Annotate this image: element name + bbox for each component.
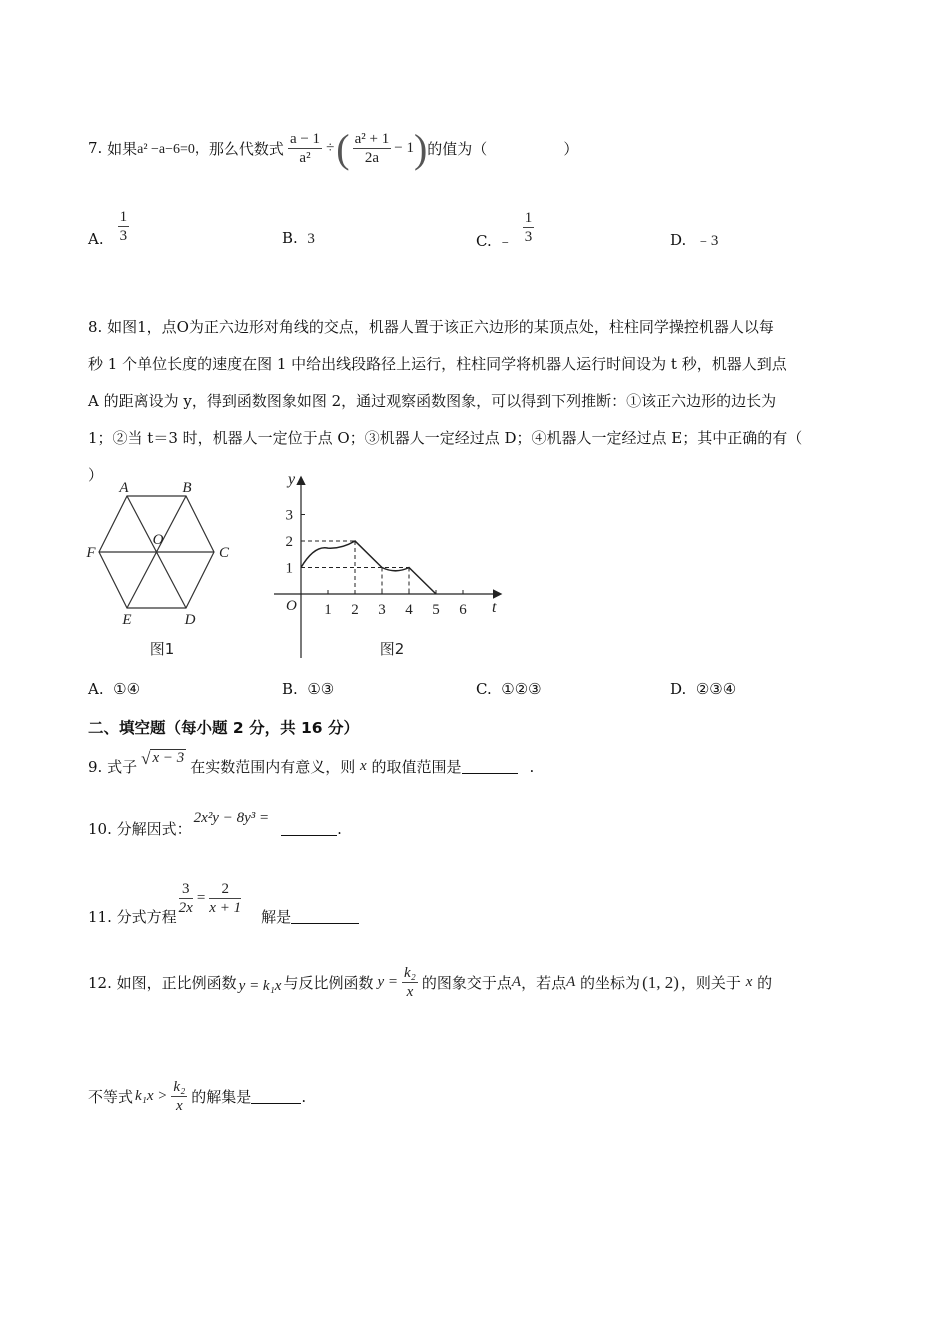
q11-lhs-denominator: 2x [178,900,193,916]
q7-option-c-label: C. [476,231,492,250]
q7-frac1-denominator: a² [299,149,311,166]
q7-option-a-num: 1 [119,208,128,225]
q12-line-2 [88,1078,306,1115]
q8-option-a-label: A. [88,680,104,698]
q7-option-c-prefix: ﹣ [497,232,513,250]
q7-frac1-numerator: a − 1 [289,130,321,147]
x-tick-label-3: 3 [378,602,386,618]
q9-sqrt-sign: √ [141,748,151,768]
q8-line-3: A 的距离设为 y，得到函数图象如图 2，通过观察函数图象，可以得到下列推断：①该正六边形的边长为 [88,392,777,410]
q12-end: . [301,1087,307,1106]
q8-option-c-label: C. [476,680,492,698]
q8-line-2: 秒 1 个单位长度的速度在图 1 中给出线段路径上运行，柱柱同学将机器人运行时间设为 t 秒，机器人到点 [88,355,787,373]
y-tick-label-3: 3 [285,507,293,524]
y-axis-label: y [288,471,296,488]
q8-option-a-value: ①④ [113,680,141,698]
q7-stem [88,120,578,176]
q7-frac2-numerator: a² + 1 [354,130,390,147]
vertex-label-b: B [182,480,192,496]
q12-text-4: ，若点 [521,974,567,992]
q10-number: 10. [88,819,112,838]
q12-text-6: ，则关于 [680,974,741,992]
vertex-label-a: A [119,480,129,496]
q7-option-d-value: ﹣3 [695,233,719,249]
q7-option-c-fraction [523,209,535,246]
y-tick-label-2: 2 [285,534,293,550]
q7-option-b-label: B. [282,229,298,247]
q10-expression: 2x²y − 8y³ = [193,810,270,826]
q10-end: . [337,819,342,838]
q8-line-4: 1；②当 t＝3 时，机器人一定位于点 O；③机器人一定经过点 D；④机器人一定经过点 E；其中正确的有（ [88,429,803,447]
origin-label: O [286,598,297,614]
q11-equals: = [196,890,206,906]
x-tick-label-4: 4 [405,602,413,618]
x-tick-label-2: 2 [351,602,359,618]
q7-paren-group: ( $\frac{\text{a² + 1}}{2a}$ − 1 ) [336,125,428,171]
x-tick-label-5: 5 [432,602,440,618]
q7-divide: ÷ [326,139,335,156]
q12-inequality-denominator: x [176,1098,183,1114]
q11-rhs-fraction [209,880,241,917]
q9-end: . [529,757,535,776]
center-label-o: O [152,532,164,548]
q11-lhs-fraction [179,880,193,917]
q8-option-b-label: B. [282,680,298,698]
q7-option-c-den: 3 [524,229,533,245]
q10-answer-blank[interactable] [281,821,337,836]
x-tick-label-6: 6 [459,602,467,618]
q12-inverse-fraction [402,964,418,1001]
q8-line-1: 8. 如图1，点O为正六边形对角线的交点，机器人置于该正六边形的某顶点处，柱柱同学操控机器人以每 [88,318,774,336]
q12-inequality-lhs: k₁x > [135,1088,168,1104]
q8-figure-1-hexagon [80,472,240,672]
q12-inverse-lhs: y = [377,974,399,990]
q9-radical [141,749,186,769]
q7-option-d-label: D. [670,231,687,249]
q12-point-a-2: A [566,974,576,990]
q12-inverse-numerator: k₂ [404,965,416,981]
q8-option-a[interactable] [88,680,140,698]
x-axis-label: t [492,599,497,616]
q12-inequality-fraction [171,1078,187,1115]
q8-option-d-label: D. [670,680,687,698]
q8-option-c[interactable] [476,680,542,698]
q9-text-mid: 在实数范围内有意义，则 [190,758,356,776]
vertex-label-c: C [218,545,230,561]
q12-variable: x [745,974,753,990]
q12-text-7: 的 [757,974,773,992]
q7-condition: a² −a−6=0， [137,142,209,157]
q9-variable: x [360,758,367,774]
q7-option-d[interactable] [670,229,718,250]
q12-text-1: 如图，正比例函数 [116,974,237,992]
q7-option-a-den: 3 [119,227,128,244]
figure-1-caption: 图1 [149,640,175,658]
q9-stem [88,748,535,777]
q12-answer-blank[interactable] [251,1089,301,1104]
q9-answer-blank[interactable] [462,759,518,774]
q11-lhs-numerator: 3 [179,880,193,899]
q7-option-c-num: 1 [524,210,533,226]
q9-number: 9. [88,757,103,776]
q11-answer-blank[interactable] [291,909,359,924]
q7-option-a-label: A. [88,230,104,248]
vertex-label-e: E [122,612,132,628]
vertex-label-f: F [86,545,96,561]
q8-option-b-value: ①③ [307,680,335,698]
x-tick-label-1: 1 [324,602,332,618]
figure-2-caption: 图2 [379,640,405,658]
q7-option-b-value: 3 [307,231,315,247]
q7-number: 7. [88,139,103,157]
q8-figure-2-graph [268,468,518,668]
q7-option-a-fraction [118,208,130,245]
q11-number: 11. [88,907,112,926]
q7-text-before: 如果 [107,139,138,158]
q12-linear-function: y = k₁x [238,978,282,994]
q8-line-5: ） [88,466,104,484]
q7-text-after: 的值为（ [427,139,488,158]
q7-option-c[interactable] [476,200,534,251]
q11-rhs-denominator: x + 1 [209,900,242,916]
q12-line2-text-2: 的解集是 [191,1088,252,1106]
q10-stem [88,810,342,839]
q9-text-before: 式子 [107,758,138,776]
q7-close-paren: ） [563,139,579,158]
q7-frac2-denominator: 2a [364,149,380,166]
q8-option-c-value: ①②③ [501,680,542,698]
q11-stem [88,870,359,927]
q12-line2-text-1: 不等式 [88,1088,134,1106]
q8-option-d-value: ②③④ [695,680,737,698]
q7-minus-one: − 1 [394,139,414,156]
q12-number: 12. [88,973,112,992]
vertex-label-d: D [184,612,196,628]
q12-inequality-numerator: k₂ [173,1079,186,1095]
q7-option-a[interactable] [88,200,129,248]
q8-option-d[interactable] [670,680,736,698]
q11-rhs-numerator: 2 [209,880,241,899]
q10-text: 分解因式： [116,820,192,838]
q7-fraction-1 [288,130,322,167]
q12-text-2: 与反比例函数 [283,974,374,992]
q12-inverse-denominator: x [406,984,414,1000]
section-2-title: 二、填空题（每小题 2 分，共 16 分） [88,719,359,737]
q9-text-after: 的取值范围是 [371,758,462,776]
q12-point-a: A [511,974,522,990]
q12-text-5: 的坐标为 [580,974,641,992]
q9-radicand: x − 3 [152,749,185,766]
q11-text: 分式方程 [116,908,177,926]
y-tick-label-1: 1 [285,560,293,577]
q11-text-after: 解是 [261,908,292,926]
function-curve [301,541,436,594]
q12-coordinates: (1, 2) [642,972,679,992]
q12-text-3: 的图象交于点 [421,974,512,992]
q8-option-b[interactable] [282,680,334,698]
q7-text-mid: 那么代数式 [208,139,284,158]
q12-line-1 [88,964,772,1001]
q7-option-b[interactable] [282,229,315,248]
q7-fraction-2 [353,130,392,167]
